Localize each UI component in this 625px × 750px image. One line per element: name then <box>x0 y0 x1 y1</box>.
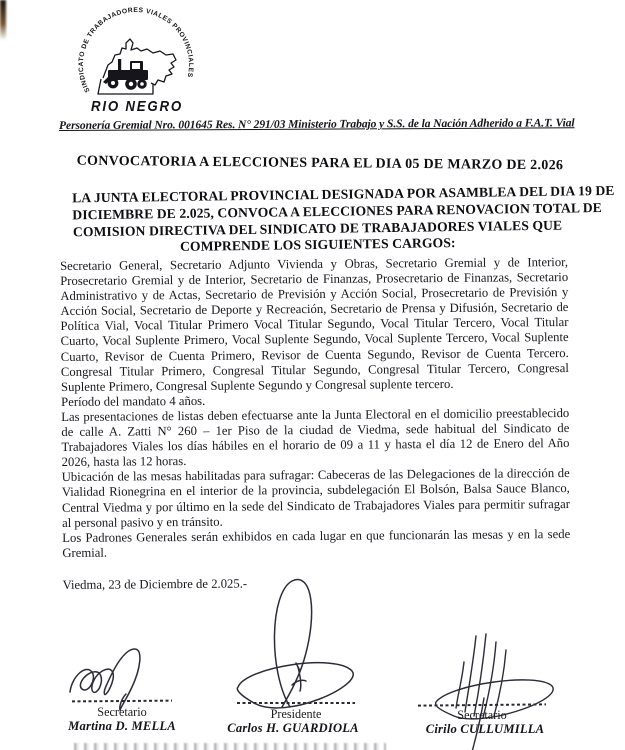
dateline: Viedma, 23 de Diciembre de 2.025.- <box>62 576 248 592</box>
union-logo <box>75 4 199 118</box>
logo-region-name: RIO NEGRO <box>91 98 183 115</box>
document-title: CONVOCATORIA A ELECCIONES PARA EL DIA 05 DE MARZO DE 2.026 <box>76 153 564 174</box>
subtitle-line: LA JUNTA ELECTORAL PROVINCIAL DESIGNADA POR ASAMBLEA DEL DIA 19 DE <box>72 182 615 206</box>
paragraph-listas: Las presentaciones de listas deben efectuarse ante la Junta Electoral en el domicilio preestablecido de calle A. Zatti N° 260 – 1er Piso de la ciudad de Viedma, sede habitual del Sindicato de Trabajadores Viales los días hábiles en el horario de 09 a 11 y hasta el día 12 de Enero del Año 2026, hasta las 12 horas. <box>61 405 570 470</box>
paragraph-cargos: Secretario General, Secretario Adjunto Vivienda y Obras, Secretario Gremial y de Interior, Prosecretario Gremial y de Interior, Secretario de Finanzas, Prosecretario de Finanzas, Secretario Administrativo y de Actas, Secretario de Previsión y Acción Social, Prosecretario de Previsión y Acción Social, Secretario de Deporte y Recreación, Secretario de Prensa y Difusión, Secretario de Política Vial, Vocal Titular Primero Vocal Titular Segundo, Vocal Titular Tercero, Vocal Titular Cuarto, Vocal Suplente Primero, Vocal Suplente Segundo, Vocal Suplente Tercero, Vocal Suplente Cuarto, Revisor de Cuenta Primero, Revisor de Cuenta Segundo, Revisor de Cuenta Tercero. Congresal Titular Primero, Congresal Titular Segundo, Congresal Titular Tercero, Congresal Suplente Primero, Congresal Suplente Segundo y Congresal suplente tercero. <box>60 255 569 394</box>
signature-name: Cirilo CULLUMILLA <box>425 722 545 736</box>
paragraph-padrones: Los Padrones Generales serán exhibidos en cada lugar en que funcionarán las mesas y en la sede Gremial. <box>62 526 571 560</box>
signature-guardiola <box>226 575 372 720</box>
signature-role: Presidente <box>270 707 322 721</box>
document-subtitle <box>72 182 615 258</box>
signature-role: Secretario <box>457 708 507 722</box>
scan-edge-artifact-tint <box>0 0 6 40</box>
logo-arc-text: SINDICATO DE TRABAJADORES VIALES PROVINCIALES <box>77 6 195 94</box>
subtitle-line: COMPRENDE LOS SIGUIENTES CARGOS: <box>179 235 456 255</box>
subtitle-line: COMISION DIRECTIVA DEL SINDICATO DE TRABAJADORES VIALES QUE <box>72 217 563 240</box>
paragraph-mandato: Período del mandato 4 años. <box>61 393 206 409</box>
body-text <box>60 255 571 593</box>
union-logo-svg <box>75 4 199 118</box>
signature-role: Secretario <box>97 705 147 719</box>
subtitle-line: DICIEMBRE DE 2.025, CONVOCA A ELECCIONES PARA RENOVACION TOTAL DE <box>72 199 602 223</box>
registration-line: Personería Gremial Nro. 001645 Res. N° 291/03 Ministerio Trabajo y S.S. de la Nación Adherido a F.A.T. Vial <box>59 116 575 132</box>
paragraph-mesas: Ubicación de las mesas habilitadas para sufragar: Cabeceras de las Delegaciones de la dirección de Vialidad Rionegrina en el interior de la provincia, subdelegación El Bolsón, Balsa Sauce Blanco, Central Viedma y por último en la sede del Sindicato de Trabajadores Viales para permitir sufragar al personal pasivo y en tránsito. <box>61 466 570 530</box>
signature-name: Martina D. MELLA <box>68 719 176 733</box>
signature-name: Carlos H. GUARDIOLA <box>227 721 359 735</box>
cutoff-footer-text <box>74 743 386 750</box>
